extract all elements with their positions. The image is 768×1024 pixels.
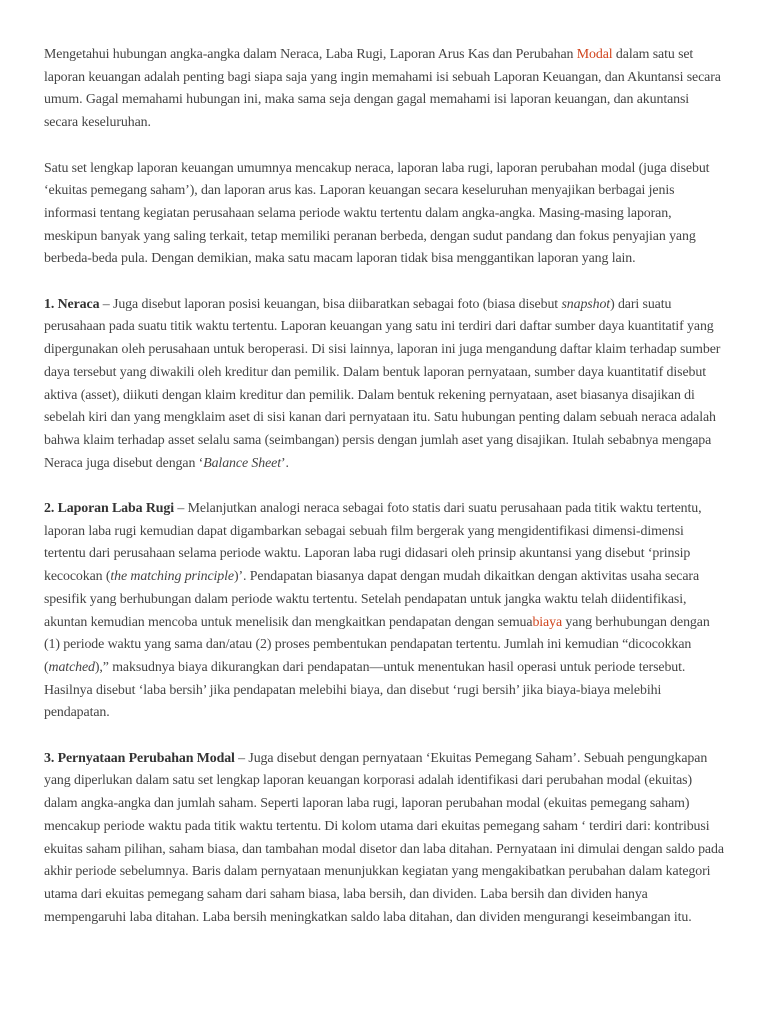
- biaya-link[interactable]: biaya: [532, 614, 563, 630]
- laba-rugi-text-1: – Melanjutkan analogi neraca sebagai foto statis dari suatu perusahaan pada titik waktu tertentu, laporan laba rugi kemudian dapat digambarkan sebagai sebuah film bergerak yang mengidentifikasi dimensi-dimensi tertentu dari perusahaan selama periode waktu. Laporan laba rugi didasari oleh prinsip akuntansi yang disebut ‘prinsip kecocokan (: [44, 501, 702, 585]
- balance-sheet-term: Balance Sheet: [203, 455, 281, 471]
- laba-rugi-text-2: )’. Pendapatan biasanya dapat dengan mudah dikaitkan dengan aktivitas usaha secara spesifik yang berhubungan dalam periode waktu tertentu. Setelah pendapatan untuk jangka waktu telah diidentifikasi, akuntan kemudian mencoba untuk menelisik dan mengkaitkan pendapatan dengan semua: [44, 569, 700, 630]
- neraca-paragraph: [44, 294, 726, 476]
- matching-principle-term: the matching principle: [110, 569, 234, 585]
- overview-paragraph: Satu set lengkap laporan keuangan umumnya mencakup neraca, laporan laba rugi, laporan perubahan modal (juga disebut ‘ekuitas pemegang saham’), dan laporan arus kas. Laporan keuangan secara keseluruhan menyajikan berbagai jenis informasi tentang kegiatan perusahaan selama periode waktu tertentu dalam angka-angka. Masing-masing laporan, meskipun banyak yang saling terkait, tetap memiliki peranan berbeda, dengan sudut pandang dan fokus penyajian yang berbeda-beda pula. Dengan demikian, maka satu macam laporan tidak bisa menggantikan laporan yang lain.: [44, 160, 710, 267]
- neraca-heading: 1. Neraca: [44, 296, 100, 312]
- intro-text-end: dalam satu set laporan keuangan adalah penting bagi siapa saja yang ingin memahami isi sebuah Laporan Keuangan, dan Akuntansi secara umum. Gagal memahami hubungan ini, maka sama seja dengan gagal memahami isi laporan keuangan, dan akuntansi secara keseluruhan.: [44, 47, 721, 131]
- perubahan-modal-paragraph: [44, 748, 726, 930]
- perubahan-modal-text: – Juga disebut dengan pernyataan ‘Ekuitas Pemegang Saham’. Sebuah pengungkapan yang diperlukan dalam satu set lengkap laporan keuangan korporasi adalah identifikasi dari perubahan modal (ekuitas) dalam angka-angka dan jumlah saham. Seperti laporan laba rugi, laporan perubahan modal (ekuitas pemegang saham) mencakup periode waktu pada titik waktu tertentu. Di kolom utama dari ekuitas pemegang saham ‘ terdiri dari: kontribusi ekuitas saham pilihan, saham biasa, dan tambahan modal disetor dan laba ditahan. Pernyataan ini dimulai dengan saldo pada akhir periode sebelumnya. Baris dalam pernyataan menunjukkan kegiatan yang mengakibatkan perubahan dalam kategori utama dari ekuitas pemegang saham dari saham biasa, laba bersih, dan dividen. Laba bersih dan dividen hanya mempengaruhi laba ditahan. Laba bersih meningkatkan saldo laba ditahan, dan dividen mengurangi keseimbangan itu.: [44, 750, 724, 925]
- perubahan-modal-heading: 3. Pernyataan Perubahan Modal: [44, 750, 235, 766]
- snapshot-term: snapshot: [561, 296, 611, 312]
- matched-term: matched: [48, 659, 95, 675]
- neraca-text-end: ’.: [280, 455, 289, 471]
- intro-paragraph: [44, 44, 726, 135]
- intro-text-start: Mengetahui hubungan angka-angka dalam Neraca, Laba Rugi, Laporan Arus Kas dan Perubahan: [44, 47, 577, 62]
- laba-rugi-heading: 2. Laporan Laba Rugi: [44, 501, 174, 517]
- laba-rugi-text-3: yang berhubungan dengan (1) periode waktu yang sama dan/atau (2) proses pembentukan pendapatan tertentu. Jumlah ini kemudian “dicocokkan (: [44, 614, 710, 675]
- article-body: [44, 44, 726, 952]
- modal-link[interactable]: Modal: [576, 47, 613, 62]
- laba-rugi-text-4: ),” maksudnya biaya dikurangkan dari pendapatan—untuk menentukan hasil operasi untuk periode tersebut. Hasilnya disebut ‘laba bersih’ jika pendapatan melebihi biaya, dan disebut ‘rugi bersih’ jika biaya-biaya melebihi pendapatan.: [44, 659, 686, 721]
- neraca-text-1: – Juga disebut laporan posisi keuangan, bisa diibaratkan sebagai foto (biasa disebut: [99, 296, 562, 312]
- laba-rugi-paragraph: [44, 498, 726, 725]
- neraca-text-2: ) dari suatu perusahaan pada suatu titik waktu tertentu. Laporan keuangan yang satu ini terdiri dari daftar sumber daya kuantitatif yang dipergunakan oleh perusahaan untuk beroperasi. Di sisi lainnya, laporan ini juga mengandung daftar klaim terhadap sumber daya tersebut yang diwakili oleh kreditur dan pemilik. Dalam bentuk laporan pernyataan, sumber daya kuantitatif disebut aktiva (asset), diikuti dengan klaim kreditur dan pemilik. Dalam bentuk rekening pernyataan, aset biasanya disajikan di sebelah kiri dan yang mengklaim aset di sisi kanan dari pernyataan itu. Satu hubungan penting dalam sebuah neraca adalah bahwa klaim terhadap asset selalu sama (seimbangan) persis dengan jumlah aset yang disajikan. Itulah sebabnya mengapa Neraca juga disebut dengan ‘: [44, 296, 721, 471]
